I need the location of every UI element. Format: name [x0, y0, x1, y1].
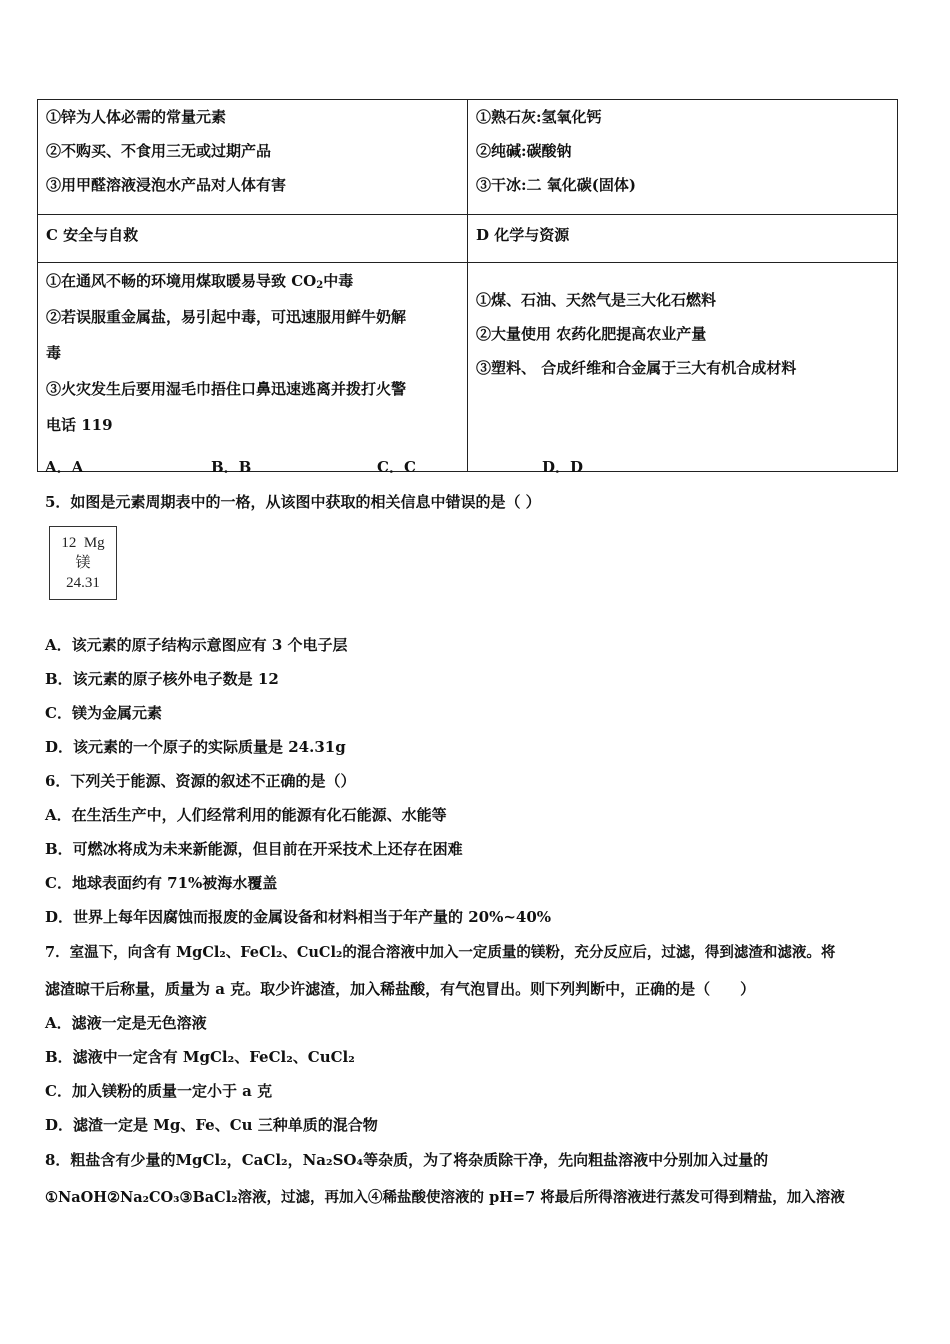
table-line: ③塑料、 合成纤维和合金属于三大有机合成材料 [476, 359, 797, 377]
q6-option-c: C．地球表面约有 71%被海水覆盖 [45, 874, 278, 892]
cell-c-content [38, 263, 468, 472]
atomic-number: 12 [61, 535, 77, 551]
q4-option-b: B．B [211, 458, 252, 476]
cell-b-left [38, 100, 468, 215]
q7-option-b: B．滤液中一定含有 MgCl₂、FeCl₂、CuCl₂ [45, 1048, 355, 1066]
q6-option-a: A．在生活生产中，人们经常利用的能源有化石能源、水能等 [45, 806, 447, 824]
q7-stem-line2: 滤渣晾干后称量，质量为 a 克。取少许滤渣，加入稀盐酸，有气泡冒出。则下列判断中，正确的是（ ） [45, 980, 756, 998]
table-line: ①煤、石油、天然气是三大化石燃料 [476, 291, 717, 309]
table-line: ①熟石灰:氢氧化钙 [476, 108, 602, 126]
q6-option-d: D．世界上每年因腐蚀而报废的金属设备和材料相当于年产量的 20%~40% [45, 908, 552, 926]
q6-option-b: B．可燃冰将成为未来新能源，但目前在开采技术上还存在困难 [45, 840, 463, 858]
q8-stem-line2: ①NaOH②Na₂CO₃③BaCl₂溶液，过滤，再加入④稀盐酸使溶液的 pH=7 将最后所得溶液进行蒸发可得到精盐，加入溶液 [45, 1189, 845, 1206]
q7-option-a: A．滤液一定是无色溶液 [45, 1014, 207, 1032]
table-line: 毒 [46, 344, 62, 362]
comparison-table [37, 99, 898, 472]
element-name: 镁 [75, 555, 91, 571]
q5-option-d: D．该元素的一个原子的实际质量是 24.31g [45, 738, 346, 756]
element-symbol: Mg [83, 535, 105, 551]
atomic-mass: 24.31 [66, 575, 100, 591]
table-line: ①锌为人体必需的常量元素 [46, 108, 227, 126]
periodic-table-cell [49, 526, 117, 600]
table-line: ②不购买、不食用三无或过期产品 [46, 142, 272, 160]
q7-option-c: C．加入镁粉的质量一定小于 a 克 [45, 1082, 273, 1100]
q4-option-d: D．D [542, 458, 584, 476]
q5-option-a: A．该元素的原子结构示意图应有 3 个电子层 [45, 636, 348, 654]
q4-option-a: A．A [45, 458, 84, 476]
q8-stem-line1: 8．粗盐含有少量的MgCl₂，CaCl₂，Na₂SO₄等杂质，为了将杂质除干净，先向粗盐溶液中分别加入过量的 [45, 1151, 769, 1169]
q5-option-c: C．镁为金属元素 [45, 704, 162, 722]
q7-option-d: D．滤渣一定是 Mg、Fe、Cu 三种单质的混合物 [45, 1116, 378, 1134]
header-d: D 化学与资源 [468, 215, 898, 263]
table-line: ③火灾发生后要用湿毛巾捂住口鼻迅速逃离并拨打火警 [46, 380, 407, 398]
header-c: C 安全与自救 [38, 215, 468, 263]
q4-option-c: C．C [377, 458, 416, 476]
cell-d-content [468, 263, 898, 472]
table-line: ②若误服重金属盐，易引起中毒，可迅速服用鲜牛奶解 [46, 308, 407, 326]
table-line: ②大量使用 农药化肥提高农业产量 [476, 325, 707, 343]
cell-b-right [468, 100, 898, 215]
table-line: ③用甲醛溶液浸泡水产品对人体有害 [46, 176, 287, 194]
q5-option-b: B．该元素的原子核外电子数是 12 [45, 670, 279, 688]
table-line: 电话 119 [46, 416, 113, 434]
q7-stem-line1: 7．室温下，向含有 MgCl₂、FeCl₂、CuCl₂的混合溶液中加入一定质量的镁粉，充分反应后，过滤，得到滤渣和滤液。将 [45, 944, 836, 961]
q6-stem: 6．下列关于能源、资源的叙述不正确的是（） [45, 772, 356, 790]
table-line: ①在通风不畅的环境用煤取暖易导致 $CO_2$中毒 [46, 272, 354, 291]
table-line: ③干冰:二 氧化碳(固体) [476, 176, 636, 194]
q5-stem: 5．如图是元素周期表中的一格，从该图中获取的相关信息中错误的是（ ） [45, 493, 541, 511]
table-line: ②纯碱:碳酸钠 [476, 142, 572, 160]
